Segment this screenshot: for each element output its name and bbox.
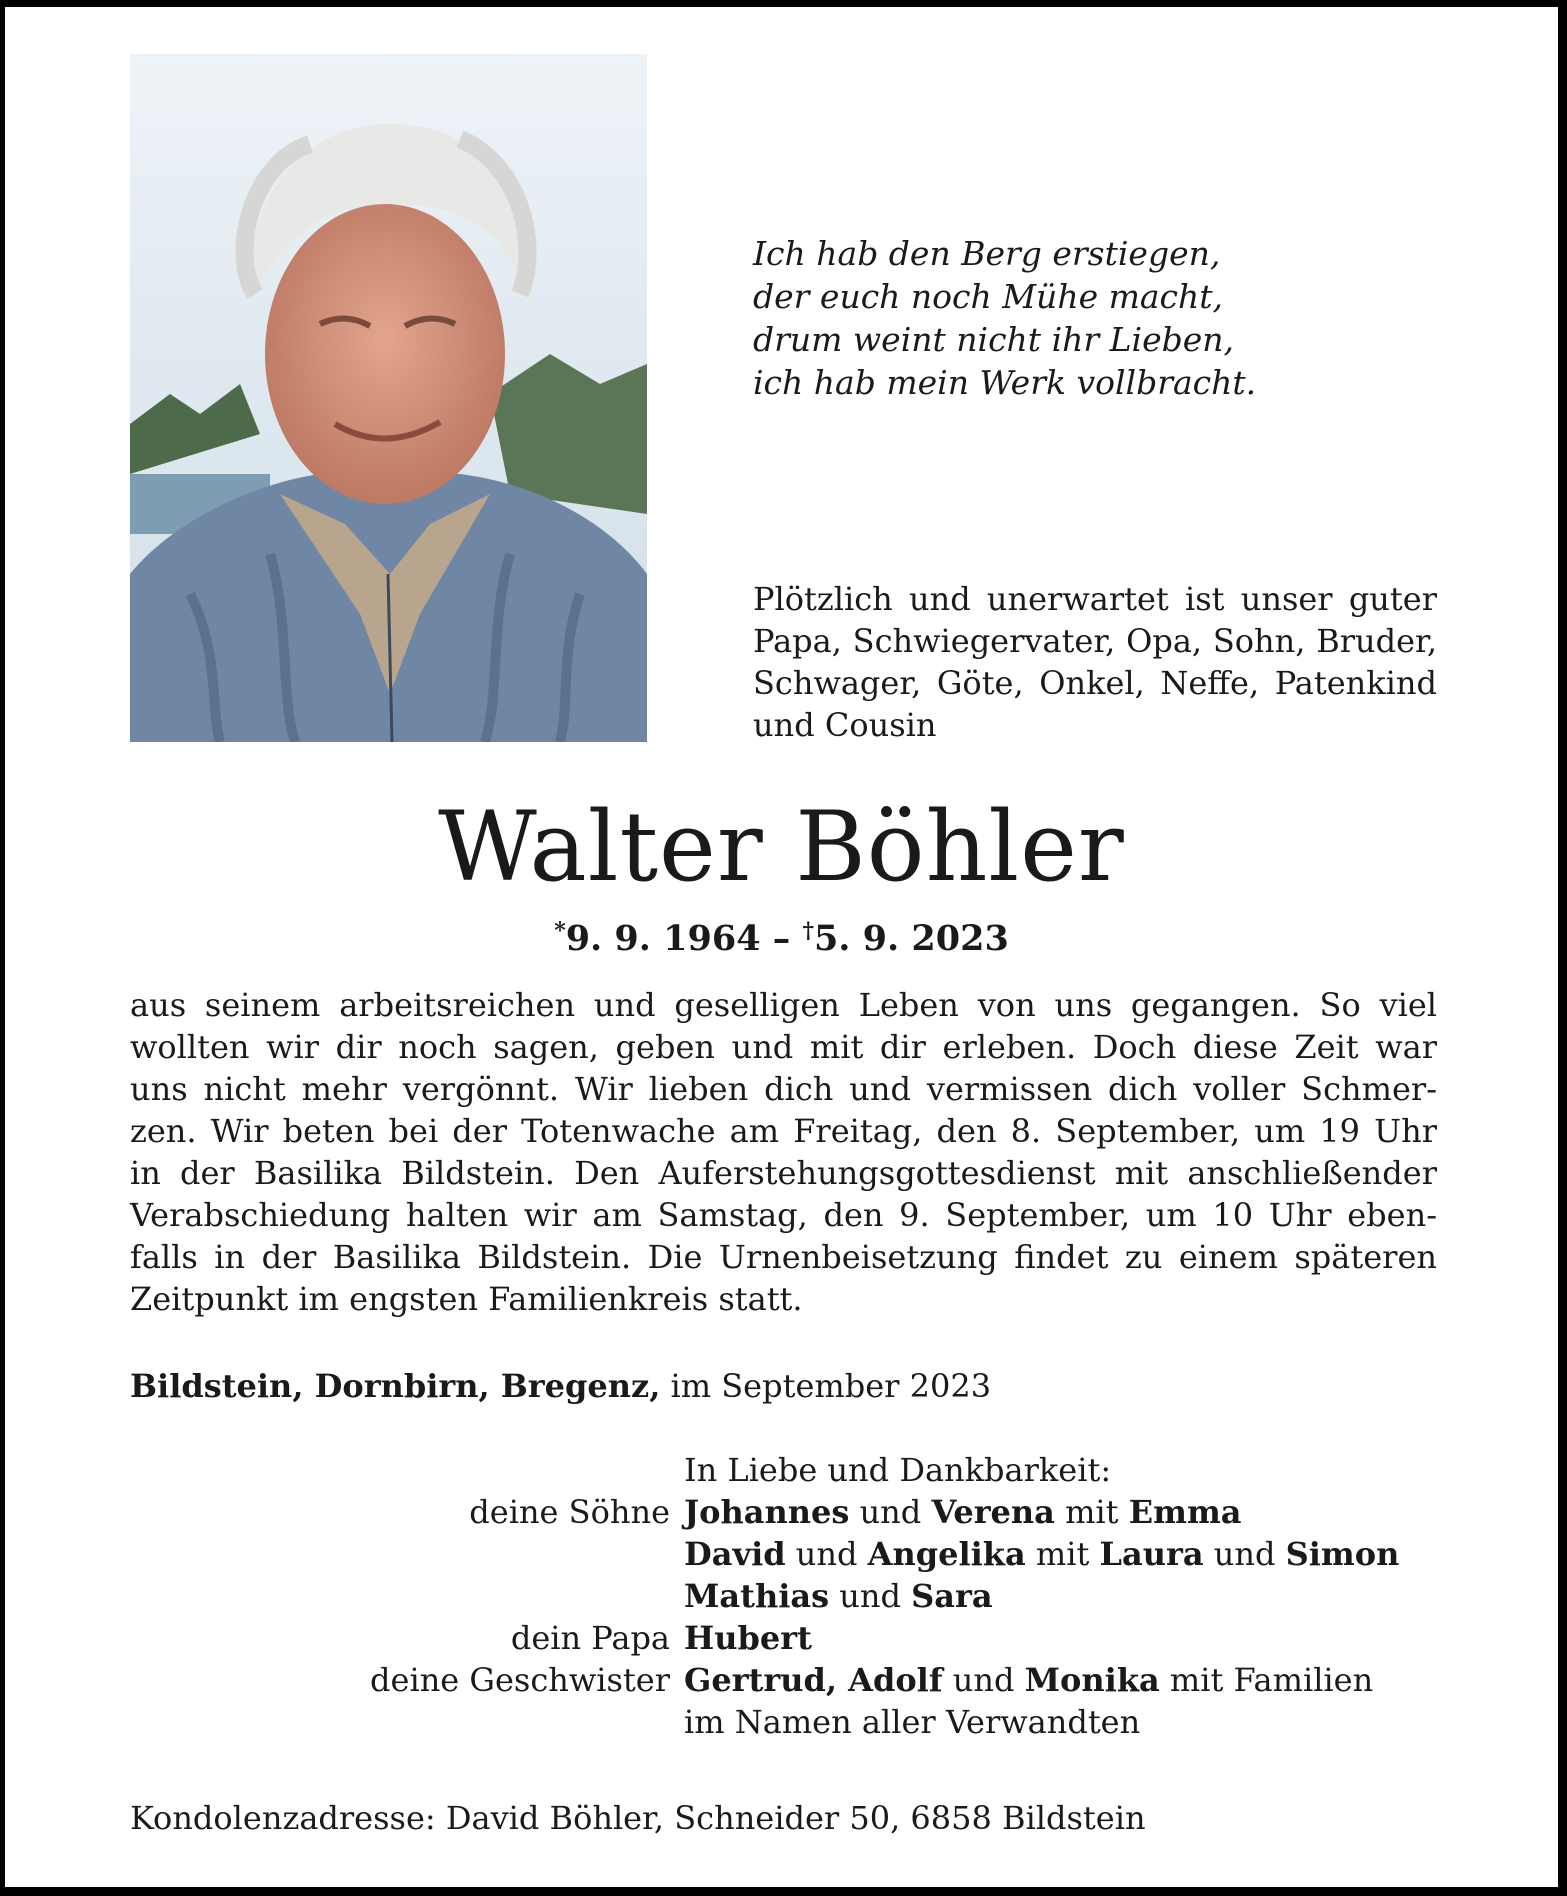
text-line: in der Basilika Bildstein. Den Auferstehungsgottesdienst mit anschließender <box>130 1154 1437 1192</box>
life-dates <box>5 909 1558 961</box>
portrait-photo <box>130 54 647 742</box>
connector-text: und <box>829 1577 912 1615</box>
sons-line <box>684 1491 1242 1533</box>
portrait-photo-icon <box>130 54 647 742</box>
connector-text: mit Familien <box>1159 1661 1374 1699</box>
sons-label: deine Söhne <box>469 1493 670 1531</box>
text-line: Zeitpunkt im engsten Familienkreis statt. <box>130 1280 803 1318</box>
family-name: Laura <box>1099 1535 1204 1573</box>
text-line: aus seinem arbeitsreichen und geselligen Leben von uns gegangen. So viel <box>130 986 1437 1024</box>
connector-text: und <box>785 1535 868 1573</box>
family-name: Emma <box>1128 1493 1242 1531</box>
deceased-name: Walter Böhler <box>438 791 1125 903</box>
connector-text: mit <box>1025 1535 1100 1573</box>
poem-line: ich hab mein Werk vollbracht. <box>753 363 1257 402</box>
siblings-label: deine Geschwister <box>370 1661 670 1699</box>
family-name: David <box>684 1535 786 1573</box>
death-date: 5. 9. 2023 <box>813 918 1009 959</box>
place-date <box>130 1365 991 1407</box>
family-name: Johannes <box>684 1493 850 1531</box>
poem <box>753 232 1453 404</box>
intro-text: Plötzlich und unerwartet ist unser guter Papa, Schwiegervater, Opa, Sohn, Bruder, Schwager, Göte, Onkel, Neffe, Patenkind und Cousin <box>753 580 1437 744</box>
poem-line: der euch noch Mühe macht, <box>753 277 1224 316</box>
family-name: Angelika <box>867 1535 1026 1573</box>
condolence-address: Kondolenzadresse: David Böhler, Schneider 50, 6858 Bildstein <box>130 1799 1146 1837</box>
sons-line <box>684 1575 993 1617</box>
text-line: wollten wir dir noch sagen, geben und mit dir erleben. Doch diese Zeit war <box>130 1028 1437 1066</box>
connector-text: mit <box>1054 1493 1129 1531</box>
birth-symbol: * <box>554 918 566 944</box>
papa-label: dein Papa <box>510 1619 670 1657</box>
sons-line <box>684 1533 1399 1575</box>
date-separator: – <box>760 918 803 959</box>
family-name: Verena <box>931 1493 1055 1531</box>
family-name: Simon <box>1285 1535 1400 1573</box>
connector-text: und <box>1203 1535 1286 1573</box>
text-line: zen. Wir beten bei der Totenwache am Freitag, den 8. September, um 19 Uhr <box>130 1112 1437 1150</box>
text-line: Verabschiedung halten wir am Samstag, den 9. September, um 10 Uhr eben- <box>130 1196 1437 1234</box>
place-month: im September 2023 <box>660 1367 992 1405</box>
poem-line: drum weint nicht ihr Lieben, <box>753 320 1235 359</box>
obituary-page <box>5 7 1558 1887</box>
announcement-text <box>130 984 1437 1320</box>
family-name: Gertrud, Adolf <box>684 1661 943 1699</box>
family-name: Monika <box>1024 1661 1160 1699</box>
signature-heading: In Liebe und Dankbarkeit: <box>684 1451 1112 1489</box>
text-line: uns nicht mehr vergönnt. Wir lieben dich und vermissen dich voller Schmer- <box>130 1070 1437 1108</box>
connector-text: und <box>849 1493 932 1531</box>
birth-date: 9. 9. 1964 <box>565 918 761 959</box>
siblings-line <box>684 1659 1373 1701</box>
connector-text: und <box>942 1661 1025 1699</box>
death-symbol: † <box>802 918 814 944</box>
family-name: Mathias <box>684 1577 830 1615</box>
papa-name: Hubert <box>684 1619 812 1657</box>
signature-block <box>130 1449 1460 1743</box>
poem-line: Ich hab den Berg erstiegen, <box>753 234 1221 273</box>
place-towns: Bildstein, Dornbirn, Bregenz, <box>130 1367 661 1405</box>
family-name: Sara <box>911 1577 993 1615</box>
relatives-line: im Namen aller Verwandten <box>684 1703 1141 1741</box>
text-line: falls in der Basilika Bildstein. Die Urnenbeisetzung findet zu einem späteren <box>130 1238 1437 1276</box>
